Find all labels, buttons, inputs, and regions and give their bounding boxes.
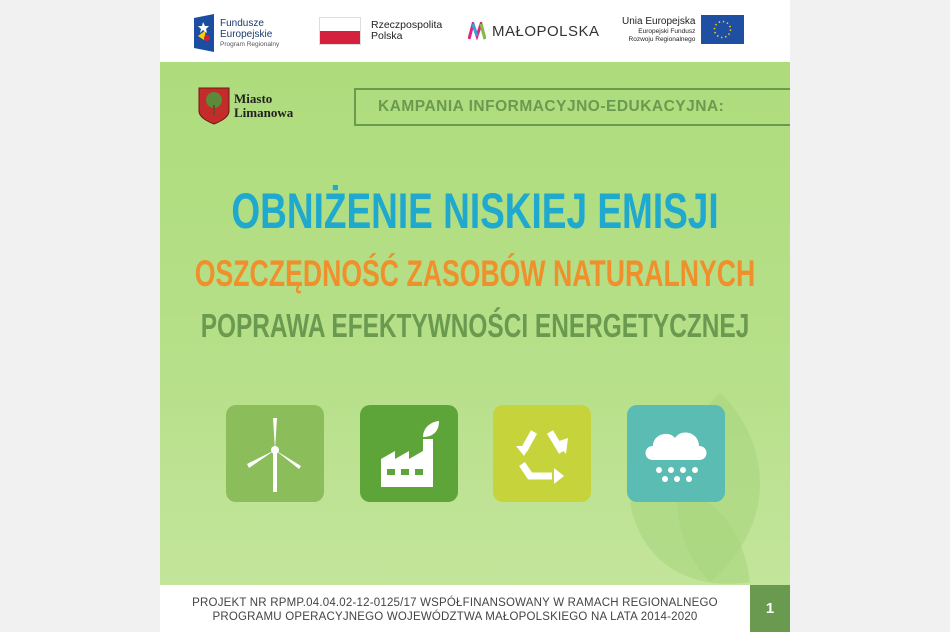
malopolska-text: MAŁOPOLSKA [492, 22, 600, 40]
fe-text: Europejskie [220, 28, 273, 40]
fe-subtext: Program Regionalny [220, 40, 280, 48]
footer [160, 585, 790, 632]
fe-flag-icon [194, 14, 214, 52]
city-name: Limanowa [234, 105, 294, 120]
malopolska-m-icon [468, 22, 486, 40]
page-number: 1 [750, 585, 790, 632]
recycle-tile [493, 405, 591, 502]
ue-subtext: Europejski Fundusz [638, 27, 696, 35]
city-name: Miasto [234, 91, 273, 106]
logo-bar [160, 0, 790, 62]
campaign-box [354, 88, 790, 126]
wind-turbine-tile [226, 405, 324, 502]
wind-turbine-icon [245, 414, 305, 494]
footer-text: PROJEKT NR RPMP.04.04.02-12-0125/17 WSPÓŁFINANSOWANY W RAMACH REGIONALNEGO [192, 597, 718, 609]
polish-flag-icon [319, 17, 361, 45]
fe-text: Fundusze [220, 17, 264, 29]
eco-factory-tile [360, 405, 458, 502]
eu-flag-icon [701, 15, 744, 44]
malopolska-logo [468, 22, 600, 40]
rp-text: Polska [371, 30, 403, 42]
miasto-limanowa-logo [198, 87, 293, 125]
fundusze-europejskie-logo [194, 14, 279, 52]
headline-emission: OBNIŻENIE NISKIEJ EMISJI [231, 183, 719, 239]
rp-text: Rzeczpospolita [371, 19, 443, 31]
footer-text: PROGRAMU OPERACYJNEGO WOJEWÓDZTWA MAŁOPOLSKIEGO NA LATA 2014-2020 [212, 611, 698, 623]
campaign-panel [160, 62, 790, 585]
unia-europejska-logo [622, 15, 744, 44]
rain-cloud-icon [641, 424, 711, 484]
rzeczpospolita-logo [319, 17, 442, 45]
city-crest-icon [198, 87, 230, 125]
ue-text: Unia Europejska [622, 15, 696, 27]
campaign-title: KAMPANIA INFORMACYJNO-EDUKACYJNA: [378, 98, 725, 115]
ue-subtext: Rozwoju Regionalnego [628, 35, 696, 43]
recycle-icon [512, 424, 572, 484]
headline-efficiency: POPRAWA EFEKTYWNOŚCI ENERGETYCZNEJ [200, 307, 750, 344]
rain-cloud-tile [627, 405, 725, 502]
headline-resources: OSZCZĘDNOŚĆ ZASOBÓW NATURALNYCH [194, 253, 756, 294]
slide [160, 0, 790, 632]
eco-factory-icon [379, 419, 439, 489]
